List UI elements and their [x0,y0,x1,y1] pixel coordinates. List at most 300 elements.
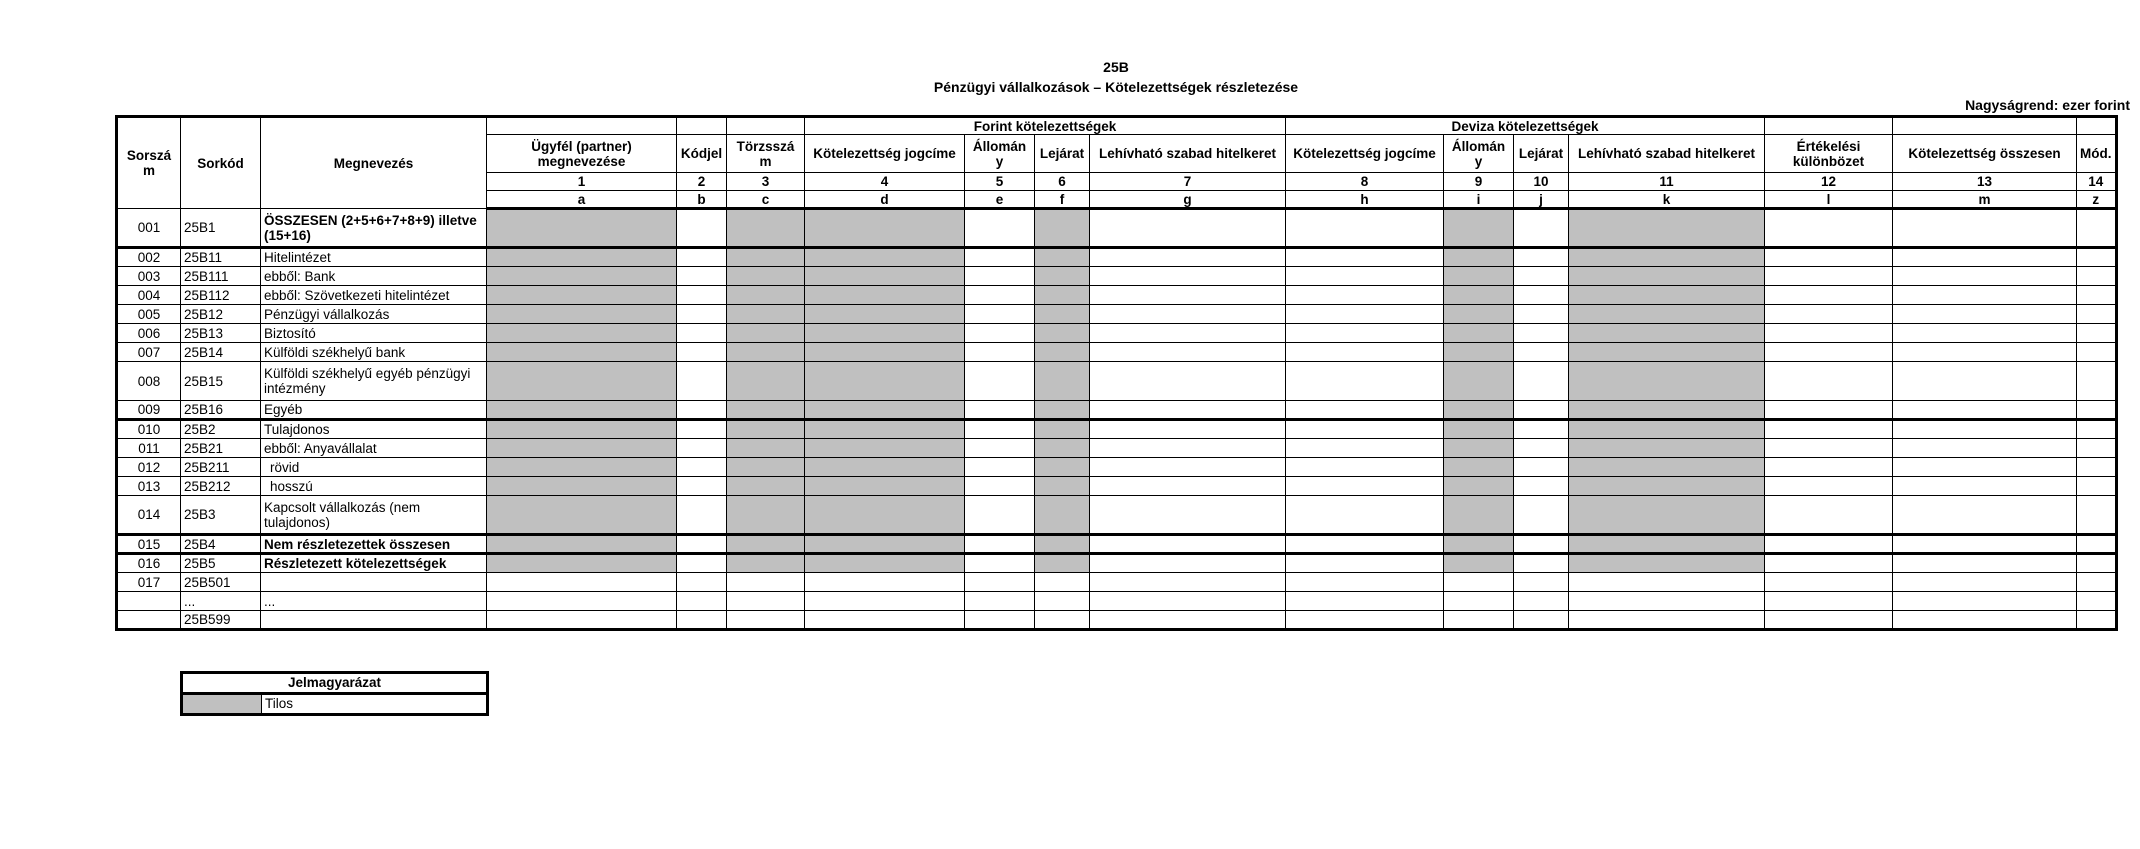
data-cell[interactable] [2077,592,2117,611]
data-cell[interactable] [965,573,1035,592]
data-cell[interactable] [1765,592,1893,611]
row-name [261,611,487,630]
column-number: 11 [1569,173,1765,191]
prohibited-cell [727,535,805,554]
prohibited-cell [805,286,965,305]
data-cell[interactable] [2077,477,2117,496]
data-cell[interactable] [965,324,1035,343]
data-cell[interactable] [965,209,1035,248]
data-cell[interactable] [1765,248,1893,267]
data-cell[interactable] [2077,496,2117,535]
data-cell[interactable] [677,286,727,305]
data-cell[interactable] [1090,496,1286,535]
data-cell[interactable] [677,362,727,401]
prohibited-cell [487,535,677,554]
row-number: 010 [117,420,181,439]
prohibited-cell [805,477,965,496]
column-number: 9 [1444,173,1514,191]
header-sorszam: Sorszá m [117,117,181,209]
data-cell[interactable] [1286,554,1444,573]
prohibited-cell [1444,324,1514,343]
row-number: 013 [117,477,181,496]
data-cell[interactable] [1286,573,1444,592]
data-cell[interactable] [1286,248,1444,267]
data-cell[interactable] [1090,305,1286,324]
row-code: 25B112 [181,286,261,305]
data-cell[interactable] [965,305,1035,324]
data-cell[interactable] [1514,401,1569,420]
data-cell[interactable] [805,592,965,611]
data-cell[interactable] [1514,209,1569,248]
prohibited-cell [727,496,805,535]
row-name: Biztosító [261,324,487,343]
table-row [117,401,2117,420]
prohibited-cell [1444,343,1514,362]
data-cell[interactable] [2077,458,2117,477]
data-cell[interactable] [1514,535,1569,554]
prohibited-cell [487,324,677,343]
prohibited-cell [1035,401,1090,420]
data-cell[interactable] [1514,248,1569,267]
data-cell[interactable] [1893,324,2077,343]
unit-label: Nagyságrend: ezer forint [1965,97,2130,113]
data-cell[interactable] [1569,611,1765,630]
row-name: Külföldi székhelyű bank [261,343,487,362]
data-cell[interactable] [965,611,1035,630]
data-cell[interactable] [1514,496,1569,535]
column-header: Lehívható szabad hitelkeret [1569,135,1765,173]
data-cell[interactable] [677,401,727,420]
prohibited-cell [1444,496,1514,535]
data-cell[interactable] [677,267,727,286]
data-cell[interactable] [2077,362,2117,401]
data-cell[interactable] [1893,362,2077,401]
data-cell[interactable] [805,573,965,592]
row-number: 017 [117,573,181,592]
data-cell[interactable] [1090,420,1286,439]
form-code: 25B [1103,59,1129,75]
column-letter: c [727,191,805,209]
column-header: Kötelezettség jogcíme [1286,135,1444,173]
data-cell[interactable] [1893,286,2077,305]
data-cell[interactable] [1286,535,1444,554]
data-cell[interactable] [677,573,727,592]
row-number: 016 [117,554,181,573]
data-cell[interactable] [965,343,1035,362]
prohibited-cell [1444,286,1514,305]
prohibited-cell [805,496,965,535]
data-cell[interactable] [1286,305,1444,324]
data-cell[interactable] [2077,324,2117,343]
data-cell[interactable] [1286,267,1444,286]
data-cell[interactable] [2077,535,2117,554]
prohibited-cell [805,401,965,420]
prohibited-cell [1444,420,1514,439]
prohibited-cell [487,554,677,573]
data-cell[interactable] [677,554,727,573]
data-cell[interactable] [677,343,727,362]
data-cell[interactable] [1893,477,2077,496]
prohibited-cell [1569,477,1765,496]
data-cell[interactable] [965,401,1035,420]
prohibited-cell [727,305,805,324]
row-name: ebből: Anyavállalat [261,439,487,458]
row-name: rövid [261,458,487,477]
prohibited-cell [805,420,965,439]
column-number: 5 [965,173,1035,191]
data-cell[interactable] [1514,286,1569,305]
column-number: 10 [1514,173,1569,191]
data-cell[interactable] [1765,305,1893,324]
row-number: 015 [117,535,181,554]
row-number: 007 [117,343,181,362]
column-number: 3 [727,173,805,191]
table-row [117,248,2117,267]
column-header: Lejárat [1514,135,1569,173]
data-cell[interactable] [677,458,727,477]
row-name: hosszú [261,477,487,496]
prohibited-cell [727,554,805,573]
prohibited-cell [1569,305,1765,324]
column-letter: j [1514,191,1569,209]
prohibited-cell [1569,401,1765,420]
data-cell[interactable] [1090,248,1286,267]
data-cell[interactable] [1286,324,1444,343]
column-header: Kötelezettség összesen [1893,135,2077,173]
data-cell[interactable] [727,573,805,592]
data-cell[interactable] [1765,611,1893,630]
data-cell[interactable] [1514,439,1569,458]
data-cell[interactable] [1090,611,1286,630]
data-cell[interactable] [1765,286,1893,305]
data-cell[interactable] [1893,343,2077,362]
data-cell[interactable] [1893,573,2077,592]
prohibited-cell [1569,535,1765,554]
data-cell[interactable] [2077,439,2117,458]
data-cell[interactable] [1286,496,1444,535]
prohibited-cell [1035,439,1090,458]
row-number: 009 [117,401,181,420]
data-cell[interactable] [1035,592,1090,611]
data-cell[interactable] [1765,458,1893,477]
data-cell[interactable] [1514,362,1569,401]
data-cell[interactable] [1765,324,1893,343]
data-cell[interactable] [677,248,727,267]
table-row [117,496,2117,535]
data-cell[interactable] [2077,305,2117,324]
prohibited-cell [487,286,677,305]
data-cell[interactable] [1765,439,1893,458]
data-cell[interactable] [1514,420,1569,439]
data-cell[interactable] [1765,267,1893,286]
data-cell[interactable] [1286,420,1444,439]
column-header: Törzsszá m [727,135,805,173]
data-cell[interactable] [965,554,1035,573]
data-cell[interactable] [1765,401,1893,420]
data-cell[interactable] [2077,611,2117,630]
row-code: 25B11 [181,248,261,267]
data-cell[interactable] [1286,401,1444,420]
row-name: Tulajdonos [261,420,487,439]
data-cell[interactable] [1444,573,1514,592]
data-cell[interactable] [1569,592,1765,611]
row-code: 25B21 [181,439,261,458]
prohibited-cell [1444,439,1514,458]
data-cell[interactable] [2077,343,2117,362]
row-number [117,592,181,611]
data-cell[interactable] [1444,611,1514,630]
column-header: Állomán y [965,135,1035,173]
data-cell[interactable] [1090,267,1286,286]
data-cell[interactable] [1765,343,1893,362]
data-cell[interactable] [1035,611,1090,630]
table-row [117,267,2117,286]
data-cell[interactable] [965,477,1035,496]
data-cell[interactable] [965,535,1035,554]
data-cell[interactable] [677,439,727,458]
prohibited-cell [487,343,677,362]
data-cell[interactable] [1514,324,1569,343]
prohibited-cell [727,248,805,267]
data-cell[interactable] [1514,343,1569,362]
row-number: 006 [117,324,181,343]
data-cell[interactable] [1893,458,2077,477]
row-code: 25B14 [181,343,261,362]
data-cell[interactable] [677,477,727,496]
prohibited-cell [1444,305,1514,324]
data-cell[interactable] [1893,401,2077,420]
data-cell[interactable] [677,420,727,439]
data-cell[interactable] [727,592,805,611]
data-cell[interactable] [1286,286,1444,305]
prohibited-cell [487,305,677,324]
data-cell[interactable] [1514,611,1569,630]
row-number: 001 [117,209,181,248]
data-cell[interactable] [1765,573,1893,592]
column-letter: f [1035,191,1090,209]
prohibited-cell [805,535,965,554]
data-cell[interactable] [1090,592,1286,611]
data-cell[interactable] [2077,401,2117,420]
column-letter: b [677,191,727,209]
data-cell[interactable] [1090,439,1286,458]
data-cell[interactable] [1514,305,1569,324]
prohibited-cell [1035,267,1090,286]
data-cell[interactable] [1514,267,1569,286]
row-name: Nem részletezettek összesen [261,535,487,554]
data-cell[interactable] [2077,573,2117,592]
data-cell[interactable] [1090,535,1286,554]
row-name: ebből: Bank [261,267,487,286]
data-cell[interactable] [965,286,1035,305]
column-letter: z [2077,191,2117,209]
prohibited-cell [1035,554,1090,573]
data-cell[interactable] [677,611,727,630]
data-cell[interactable] [1035,573,1090,592]
data-cell[interactable] [1765,496,1893,535]
column-header: Értékelési különbözet [1765,135,1893,173]
table-row [117,362,2117,401]
prohibited-cell [805,554,965,573]
data-cell[interactable] [1090,343,1286,362]
prohibited-cell [1569,286,1765,305]
data-cell[interactable] [1090,324,1286,343]
data-cell[interactable] [965,592,1035,611]
data-cell[interactable] [2077,286,2117,305]
data-cell[interactable] [2077,420,2117,439]
data-cell[interactable] [965,420,1035,439]
prohibited-cell [727,286,805,305]
table-row [117,592,2117,611]
prohibited-cell [727,343,805,362]
prohibited-cell [727,477,805,496]
data-cell[interactable] [1286,343,1444,362]
data-cell[interactable] [965,267,1035,286]
data-cell[interactable] [965,496,1035,535]
column-letter: k [1569,191,1765,209]
prohibited-cell [1035,209,1090,248]
data-cell[interactable] [1286,209,1444,248]
header-megnevezes: Megnevezés [261,117,487,209]
row-number [117,611,181,630]
prohibited-cell [1569,362,1765,401]
data-cell[interactable] [2077,267,2117,286]
column-letter: g [1090,191,1286,209]
data-cell[interactable] [965,458,1035,477]
row-code: 25B5 [181,554,261,573]
data-cell[interactable] [1090,458,1286,477]
data-cell[interactable] [1090,209,1286,248]
row-code: 25B2 [181,420,261,439]
prohibited-cell [1444,267,1514,286]
table-row [117,343,2117,362]
row-code: 25B4 [181,535,261,554]
data-cell[interactable] [1514,458,1569,477]
header-blank [1893,117,2077,135]
prohibited-cell [1569,458,1765,477]
data-cell[interactable] [1286,439,1444,458]
prohibited-cell [1569,554,1765,573]
data-cell[interactable] [1286,362,1444,401]
row-number: 011 [117,439,181,458]
data-cell[interactable] [1893,420,2077,439]
row-number: 003 [117,267,181,286]
data-cell[interactable] [1893,209,2077,248]
data-cell[interactable] [1286,477,1444,496]
prohibited-cell [1035,420,1090,439]
data-cell[interactable] [727,611,805,630]
column-letter: l [1765,191,1893,209]
prohibited-cell [1444,362,1514,401]
data-cell[interactable] [1893,439,2077,458]
data-cell[interactable] [1765,420,1893,439]
data-cell[interactable] [1090,401,1286,420]
prohibited-cell [805,458,965,477]
data-cell[interactable] [1514,554,1569,573]
data-cell[interactable] [1893,305,2077,324]
column-number: 12 [1765,173,1893,191]
data-cell[interactable] [2077,209,2117,248]
data-cell[interactable] [965,248,1035,267]
data-cell[interactable] [1893,535,2077,554]
prohibited-cell [1569,496,1765,535]
data-cell[interactable] [1765,362,1893,401]
data-cell[interactable] [487,592,677,611]
data-cell[interactable] [677,592,727,611]
data-cell[interactable] [1893,267,2077,286]
row-number: 012 [117,458,181,477]
data-cell[interactable] [1444,592,1514,611]
prohibited-cell [1569,420,1765,439]
data-cell[interactable] [1765,535,1893,554]
data-cell[interactable] [1090,362,1286,401]
data-cell[interactable] [677,324,727,343]
data-cell[interactable] [1090,477,1286,496]
data-cell[interactable] [1893,611,2077,630]
row-code: 25B211 [181,458,261,477]
row-code: 25B501 [181,573,261,592]
data-cell[interactable] [1514,592,1569,611]
data-cell[interactable] [2077,554,2117,573]
data-cell[interactable] [1286,611,1444,630]
row-name [261,573,487,592]
row-name: Kapcsolt vállalkozás (nem tulajdonos) [261,496,487,535]
data-cell[interactable] [2077,248,2117,267]
data-cell[interactable] [805,611,965,630]
data-cell[interactable] [1893,554,2077,573]
row-number: 014 [117,496,181,535]
data-cell[interactable] [1090,573,1286,592]
data-cell[interactable] [677,535,727,554]
prohibited-cell [727,439,805,458]
prohibited-cell [1035,343,1090,362]
data-cell[interactable] [1893,592,2077,611]
data-cell[interactable] [1893,248,2077,267]
data-cell[interactable] [1286,592,1444,611]
data-cell[interactable] [1090,286,1286,305]
table-row [117,458,2117,477]
column-header: Kódjel [677,135,727,173]
data-cell[interactable] [487,611,677,630]
data-cell[interactable] [1765,477,1893,496]
header-blank [727,117,805,135]
data-cell[interactable] [1286,458,1444,477]
data-cell[interactable] [965,439,1035,458]
data-cell[interactable] [1090,554,1286,573]
prohibited-cell [1444,248,1514,267]
data-cell[interactable] [1514,477,1569,496]
data-cell[interactable] [1765,554,1893,573]
column-number: 6 [1035,173,1090,191]
prohibited-cell [487,362,677,401]
data-cell[interactable] [677,209,727,248]
prohibited-cell [1444,209,1514,248]
table-row [117,420,2117,439]
column-letter: e [965,191,1035,209]
row-code: 25B16 [181,401,261,420]
prohibited-cell [1444,535,1514,554]
data-cell[interactable] [1514,573,1569,592]
data-cell[interactable] [677,305,727,324]
prohibited-cell [1035,286,1090,305]
data-cell[interactable] [1893,496,2077,535]
prohibited-cell [1035,248,1090,267]
data-cell[interactable] [677,496,727,535]
data-cell[interactable] [1765,209,1893,248]
data-cell[interactable] [1569,573,1765,592]
data-cell[interactable] [965,362,1035,401]
data-cell[interactable] [487,573,677,592]
